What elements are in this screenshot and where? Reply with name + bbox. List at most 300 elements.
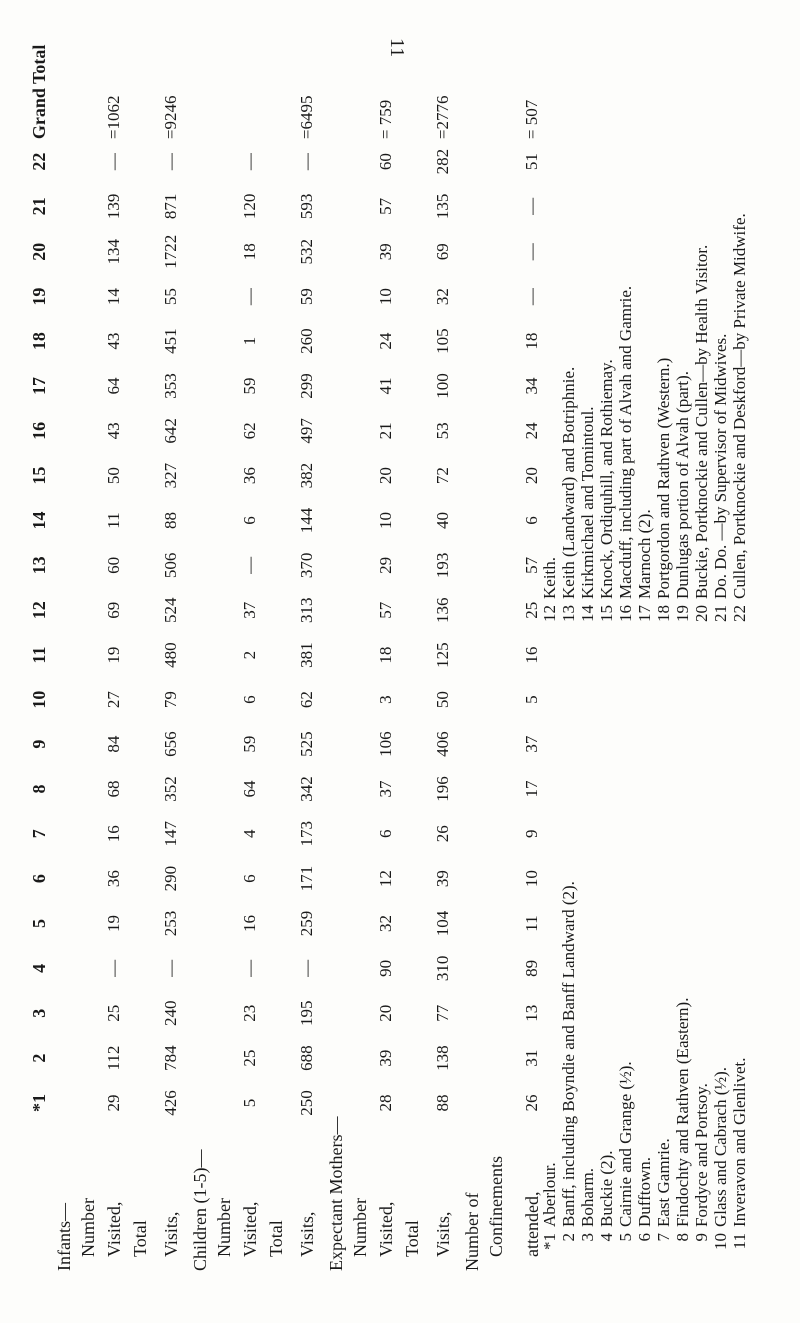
table-cell xyxy=(483,722,509,767)
table-cell xyxy=(127,678,153,722)
table-cell xyxy=(399,946,425,991)
table-cell xyxy=(483,364,509,409)
table-cell xyxy=(127,275,153,319)
table-cell xyxy=(347,901,373,946)
table-cell xyxy=(75,1081,101,1126)
table-cell: 299 xyxy=(297,373,316,399)
row-label: Visits, xyxy=(160,1211,181,1257)
table-cell: 28 xyxy=(376,1094,395,1112)
table-cell xyxy=(211,856,237,901)
table-cell: 59 xyxy=(240,377,259,395)
table-cell xyxy=(127,229,153,275)
table-cell: 23 xyxy=(240,1004,259,1022)
table-row xyxy=(289,35,325,1275)
table-cell xyxy=(211,543,237,588)
table-cell xyxy=(211,184,237,229)
table-cell: 282 xyxy=(433,148,452,175)
table-cell: — xyxy=(522,288,541,306)
table-cell: 64 xyxy=(240,780,259,798)
table-cell xyxy=(399,319,425,364)
table-cell: 57 xyxy=(376,601,395,619)
table-cell xyxy=(75,275,101,319)
visits-table xyxy=(25,35,555,1275)
legend-number: 4 xyxy=(597,1233,616,1242)
table-cell xyxy=(263,1036,289,1081)
table-cell xyxy=(483,498,509,543)
table-row xyxy=(153,35,189,1275)
table-row xyxy=(211,35,237,1275)
table-cell xyxy=(483,1036,509,1081)
table-cell xyxy=(399,901,425,946)
table-cell xyxy=(483,319,509,364)
table-cell: 20 xyxy=(376,467,395,485)
table-cell xyxy=(211,364,237,409)
table-cell xyxy=(263,901,289,946)
grand-total-cell xyxy=(211,35,237,139)
table-cell: 41 xyxy=(376,377,395,395)
table-cell: 656 xyxy=(161,731,180,757)
table-cell: 89 xyxy=(522,959,541,977)
table-cell: 426 xyxy=(161,1090,180,1116)
table-cell: — xyxy=(522,197,541,215)
table-cell xyxy=(211,229,237,275)
district-header: 2 xyxy=(28,1053,49,1063)
legend-number: 8 xyxy=(673,1233,692,1242)
table-cell xyxy=(347,722,373,767)
table-cell xyxy=(347,1081,373,1126)
legend-number: 12 xyxy=(540,605,559,622)
row-label: Total xyxy=(265,1220,286,1257)
table-cell xyxy=(263,453,289,498)
category-label: Children (1-5)— xyxy=(189,1149,210,1271)
table-cell xyxy=(75,588,101,633)
table-cell xyxy=(211,498,237,543)
legend-text: Glass and Cabrach (½). xyxy=(711,1066,730,1227)
table-cell xyxy=(483,229,509,275)
table-cell xyxy=(399,633,425,678)
row-label: Total xyxy=(129,1220,150,1257)
table-cell: 135 xyxy=(433,193,452,220)
table-cell xyxy=(127,722,153,767)
table-cell xyxy=(263,139,289,184)
legend-number: 14 xyxy=(578,605,597,622)
table-cell xyxy=(263,184,289,229)
table-cell xyxy=(75,184,101,229)
table-cell xyxy=(127,811,153,856)
table-cell xyxy=(127,453,153,498)
table-cell xyxy=(127,543,153,588)
district-header: 21 xyxy=(28,197,49,216)
legend-item xyxy=(559,643,578,1263)
legend-text: Buckie, Portknockie and Cullen—by Health Visitor. xyxy=(692,244,711,599)
table-cell xyxy=(483,633,509,678)
table-cell xyxy=(347,588,373,633)
table-cell: 125 xyxy=(433,642,452,668)
table-cell xyxy=(127,1036,153,1081)
table-cell xyxy=(263,364,289,409)
table-row xyxy=(237,35,263,1275)
district-header: 22 xyxy=(28,152,49,171)
legend-item xyxy=(692,35,711,635)
district-header: 11 xyxy=(28,646,49,664)
table-cell: 36 xyxy=(240,467,259,485)
table-row xyxy=(399,35,425,1275)
table-cell: 60 xyxy=(104,556,123,574)
table-cell: 196 xyxy=(433,776,452,802)
table-cell xyxy=(347,275,373,319)
table-cell xyxy=(75,319,101,364)
header-row xyxy=(25,35,53,1275)
legend-item xyxy=(597,643,616,1263)
table-cell: 64 xyxy=(104,377,123,395)
table-cell: 26 xyxy=(522,1094,541,1112)
table-cell: 250 xyxy=(297,1090,316,1116)
table-cell: — xyxy=(161,959,180,977)
table-cell xyxy=(347,811,373,856)
table-cell: 57 xyxy=(522,556,541,574)
table-cell: 497 xyxy=(297,418,316,444)
table-cell xyxy=(211,946,237,991)
table-cell: — xyxy=(104,153,123,171)
table-cell xyxy=(347,319,373,364)
table-cell: 21 xyxy=(376,422,395,440)
district-header: 15 xyxy=(28,466,49,485)
table-cell xyxy=(127,991,153,1036)
table-cell xyxy=(75,722,101,767)
table-cell: 171 xyxy=(297,865,316,892)
table-row xyxy=(373,35,399,1275)
table-cell: 19 xyxy=(104,915,123,933)
table-cell: 31 xyxy=(522,1049,541,1067)
table-cell: 1722 xyxy=(161,234,180,269)
table-cell xyxy=(211,633,237,678)
table-cell: 24 xyxy=(376,332,395,350)
legend-item xyxy=(692,643,711,1263)
table-row xyxy=(483,35,509,1275)
table-cell xyxy=(263,767,289,812)
legend-text: Buckie (2). xyxy=(597,1150,616,1227)
table-cell xyxy=(347,184,373,229)
legend-text: Cairnie and Grange (½). xyxy=(616,1061,635,1227)
district-header: *1 xyxy=(28,1093,49,1112)
table-cell: 6 xyxy=(240,516,259,525)
table-cell xyxy=(483,767,509,812)
table-cell xyxy=(211,588,237,633)
table-cell xyxy=(75,364,101,409)
table-cell xyxy=(127,364,153,409)
table-cell xyxy=(399,678,425,722)
legend-text: Dunlugas portion of Alvah (part). xyxy=(673,370,692,599)
table-cell: 18 xyxy=(376,646,395,664)
table-cell: 25 xyxy=(104,1004,123,1022)
legend-number: 20 xyxy=(692,605,711,622)
legend-item xyxy=(616,35,635,635)
table-cell xyxy=(347,767,373,812)
legend-text: Kirkmichael and Tomintoul. xyxy=(578,406,597,599)
table-cell xyxy=(263,856,289,901)
table-cell xyxy=(483,811,509,856)
table-cell: — xyxy=(240,288,259,306)
legend-item xyxy=(673,643,692,1263)
table-cell: 14 xyxy=(104,288,123,306)
table-cell xyxy=(127,139,153,184)
grand-total-cell: =9246 xyxy=(161,95,180,140)
table-cell: 40 xyxy=(433,512,452,530)
table-cell: — xyxy=(240,959,259,977)
table-cell xyxy=(399,543,425,588)
table-cell xyxy=(399,139,425,184)
table-cell: 69 xyxy=(433,243,452,261)
grand-total-cell: =1062 xyxy=(104,95,123,140)
table-cell xyxy=(75,408,101,453)
table-cell xyxy=(263,408,289,453)
district-header: 8 xyxy=(28,784,49,794)
row-label: Visits, xyxy=(296,1211,317,1257)
legend-text: Do. Do. —by Supervisor of Midwives. xyxy=(711,333,730,599)
table-cell: 240 xyxy=(161,1000,180,1026)
grand-total-cell xyxy=(483,35,509,139)
legend-text: Macduff, including part of Alvah and Gamrie. xyxy=(616,285,635,599)
table-cell xyxy=(75,139,101,184)
table-cell xyxy=(211,275,237,319)
district-header: 14 xyxy=(28,511,49,530)
table-cell: 370 xyxy=(297,552,316,579)
table-cell xyxy=(263,811,289,856)
row-label: Number xyxy=(77,1198,98,1257)
table-cell xyxy=(347,453,373,498)
table-cell: 39 xyxy=(433,870,452,888)
table-cell: — xyxy=(297,153,316,171)
table-cell: 9 xyxy=(522,829,541,839)
district-header: 3 xyxy=(28,1008,49,1018)
table-cell: 6 xyxy=(522,516,541,525)
table-cell: 34 xyxy=(522,377,541,395)
table-cell: 25 xyxy=(522,601,541,619)
table-cell: 136 xyxy=(433,597,452,623)
table-cell xyxy=(399,364,425,409)
legend-item xyxy=(578,643,597,1263)
legend-text: Keith. xyxy=(540,556,559,599)
district-header: 9 xyxy=(28,739,49,749)
legend-text: Inveravon and Glenlivet. xyxy=(730,1057,749,1227)
table-cell xyxy=(211,722,237,767)
district-header: 5 xyxy=(28,919,49,929)
table-cell: 120 xyxy=(240,193,259,220)
table-cell: 6 xyxy=(240,874,259,883)
table-cell: 16 xyxy=(522,646,541,664)
table-cell: 18 xyxy=(522,332,541,350)
legend-item xyxy=(654,35,673,635)
table-cell: 90 xyxy=(376,959,395,977)
table-cell xyxy=(127,184,153,229)
table-cell xyxy=(75,767,101,812)
table-cell xyxy=(263,722,289,767)
table-cell xyxy=(483,275,509,319)
table-cell xyxy=(399,991,425,1036)
table-cell: 18 xyxy=(240,243,259,261)
table-cell xyxy=(263,946,289,991)
table-cell xyxy=(483,453,509,498)
table-cell: 104 xyxy=(433,910,452,937)
table-cell xyxy=(127,633,153,678)
table-cell: 352 xyxy=(161,776,180,802)
table-cell: 2 xyxy=(240,650,259,660)
table-cell xyxy=(347,856,373,901)
table-cell xyxy=(483,139,509,184)
table-cell: 139 xyxy=(104,193,123,220)
table-cell xyxy=(263,543,289,588)
legend-column-right xyxy=(540,35,749,635)
table-cell: 6 xyxy=(376,829,395,839)
table-cell: 451 xyxy=(161,328,180,354)
table-cell: 3 xyxy=(376,695,395,704)
table-row xyxy=(263,35,289,1275)
table-cell: 11 xyxy=(522,915,541,932)
legend-column-left xyxy=(540,643,749,1263)
grand-total-cell xyxy=(75,35,101,139)
grand-total-cell xyxy=(127,35,153,139)
table-cell: 10 xyxy=(376,288,395,306)
table-cell xyxy=(347,498,373,543)
table-cell xyxy=(127,498,153,543)
table-row xyxy=(347,35,373,1275)
legend-text: Fordyce and Portsoy. xyxy=(692,1083,711,1227)
table-cell: 5 xyxy=(240,1098,259,1108)
table-cell: 144 xyxy=(297,507,316,534)
legend-item xyxy=(654,643,673,1263)
table-cell: 68 xyxy=(104,780,123,798)
table-cell: 13 xyxy=(522,1004,541,1022)
table-cell xyxy=(75,498,101,543)
page-number: 11 xyxy=(386,38,408,58)
legend-item xyxy=(635,35,654,635)
table-cell: 313 xyxy=(297,597,316,623)
table-cell: 88 xyxy=(161,512,180,530)
table-cell: 310 xyxy=(433,955,452,982)
table-cell xyxy=(483,678,509,722)
row-label: attended, xyxy=(521,1191,542,1257)
table-cell: 88 xyxy=(433,1094,452,1112)
table-cell: 20 xyxy=(376,1004,395,1022)
district-header: 17 xyxy=(28,376,49,395)
row-label: Number xyxy=(349,1198,370,1257)
table-cell xyxy=(347,678,373,722)
table-cell: 5 xyxy=(522,695,541,704)
table-cell: 17 xyxy=(522,780,541,798)
table-cell: 784 xyxy=(161,1045,180,1071)
table-row xyxy=(127,35,153,1275)
table-cell: 353 xyxy=(161,373,180,399)
grand-total-cell: = 507 xyxy=(522,99,541,140)
table-cell xyxy=(127,767,153,812)
table-cell: 10 xyxy=(522,870,541,888)
table-cell: — xyxy=(240,556,259,574)
table-cell: 19 xyxy=(104,646,123,664)
table-cell: 290 xyxy=(161,865,180,892)
table-cell xyxy=(211,1081,237,1126)
table-cell xyxy=(75,1036,101,1081)
table-cell xyxy=(75,229,101,275)
table-cell: 59 xyxy=(240,735,259,753)
legend-number: 15 xyxy=(597,605,616,622)
table-cell xyxy=(483,588,509,633)
table-cell xyxy=(347,408,373,453)
table-cell xyxy=(399,856,425,901)
table-cell xyxy=(347,364,373,409)
table-cell: 193 xyxy=(433,552,452,579)
legend-number: 11 xyxy=(730,1233,749,1250)
table-cell: 593 xyxy=(297,193,316,220)
table-cell: 51 xyxy=(522,153,541,171)
table-cell xyxy=(263,588,289,633)
table-cell: — xyxy=(240,153,259,171)
table-cell xyxy=(347,946,373,991)
district-header: 20 xyxy=(28,242,49,261)
rotated-content xyxy=(25,35,775,1275)
table-cell: 525 xyxy=(297,731,316,757)
legend-number: 19 xyxy=(673,605,692,622)
row-label: Visited, xyxy=(375,1201,396,1257)
table-cell: 53 xyxy=(433,422,452,440)
table-cell xyxy=(399,722,425,767)
table-cell: 524 xyxy=(161,597,180,623)
table-cell xyxy=(483,408,509,453)
table-cell xyxy=(75,991,101,1036)
table-cell: 138 xyxy=(433,1045,452,1071)
legend-number: 21 xyxy=(711,605,730,622)
table-cell: 29 xyxy=(104,1094,123,1112)
table-cell xyxy=(347,543,373,588)
table-cell xyxy=(211,319,237,364)
table-cell: 32 xyxy=(376,915,395,933)
row-label: Visited, xyxy=(239,1201,260,1257)
table-cell: 195 xyxy=(297,1000,316,1026)
legend-text: Knock, Ordiquhill, and Rothiemay. xyxy=(597,359,616,599)
table-cell: 259 xyxy=(297,910,316,937)
table-cell xyxy=(483,991,509,1036)
table-cell: 62 xyxy=(297,691,316,709)
table-cell xyxy=(347,633,373,678)
table-cell xyxy=(347,229,373,275)
legend-number: 17 xyxy=(635,605,654,622)
table-cell: 69 xyxy=(104,601,123,619)
legend-item xyxy=(673,35,692,635)
table-cell: 342 xyxy=(297,776,316,802)
table-cell: 20 xyxy=(522,467,541,485)
table-cell xyxy=(263,498,289,543)
district-header: 4 xyxy=(28,963,49,973)
table-cell xyxy=(399,498,425,543)
table-cell xyxy=(75,633,101,678)
table-cell xyxy=(211,901,237,946)
table-cell: 112 xyxy=(104,1045,123,1071)
table-cell xyxy=(399,1036,425,1081)
table-cell: 688 xyxy=(297,1045,316,1071)
table-row xyxy=(101,35,127,1275)
table-cell: 43 xyxy=(104,332,123,350)
table-cell: 72 xyxy=(433,467,452,485)
category-label: Expectant Mothers— xyxy=(325,1116,346,1271)
table-cell: 10 xyxy=(376,512,395,530)
table-cell: 36 xyxy=(104,870,123,888)
table-cell: 100 xyxy=(433,373,452,399)
row-label: Visited, xyxy=(103,1201,124,1257)
table-cell xyxy=(75,901,101,946)
legend-number: 5 xyxy=(616,1233,635,1242)
legend-item xyxy=(711,643,730,1263)
table-cell xyxy=(75,946,101,991)
legend-text: Marnoch (2). xyxy=(635,509,654,599)
